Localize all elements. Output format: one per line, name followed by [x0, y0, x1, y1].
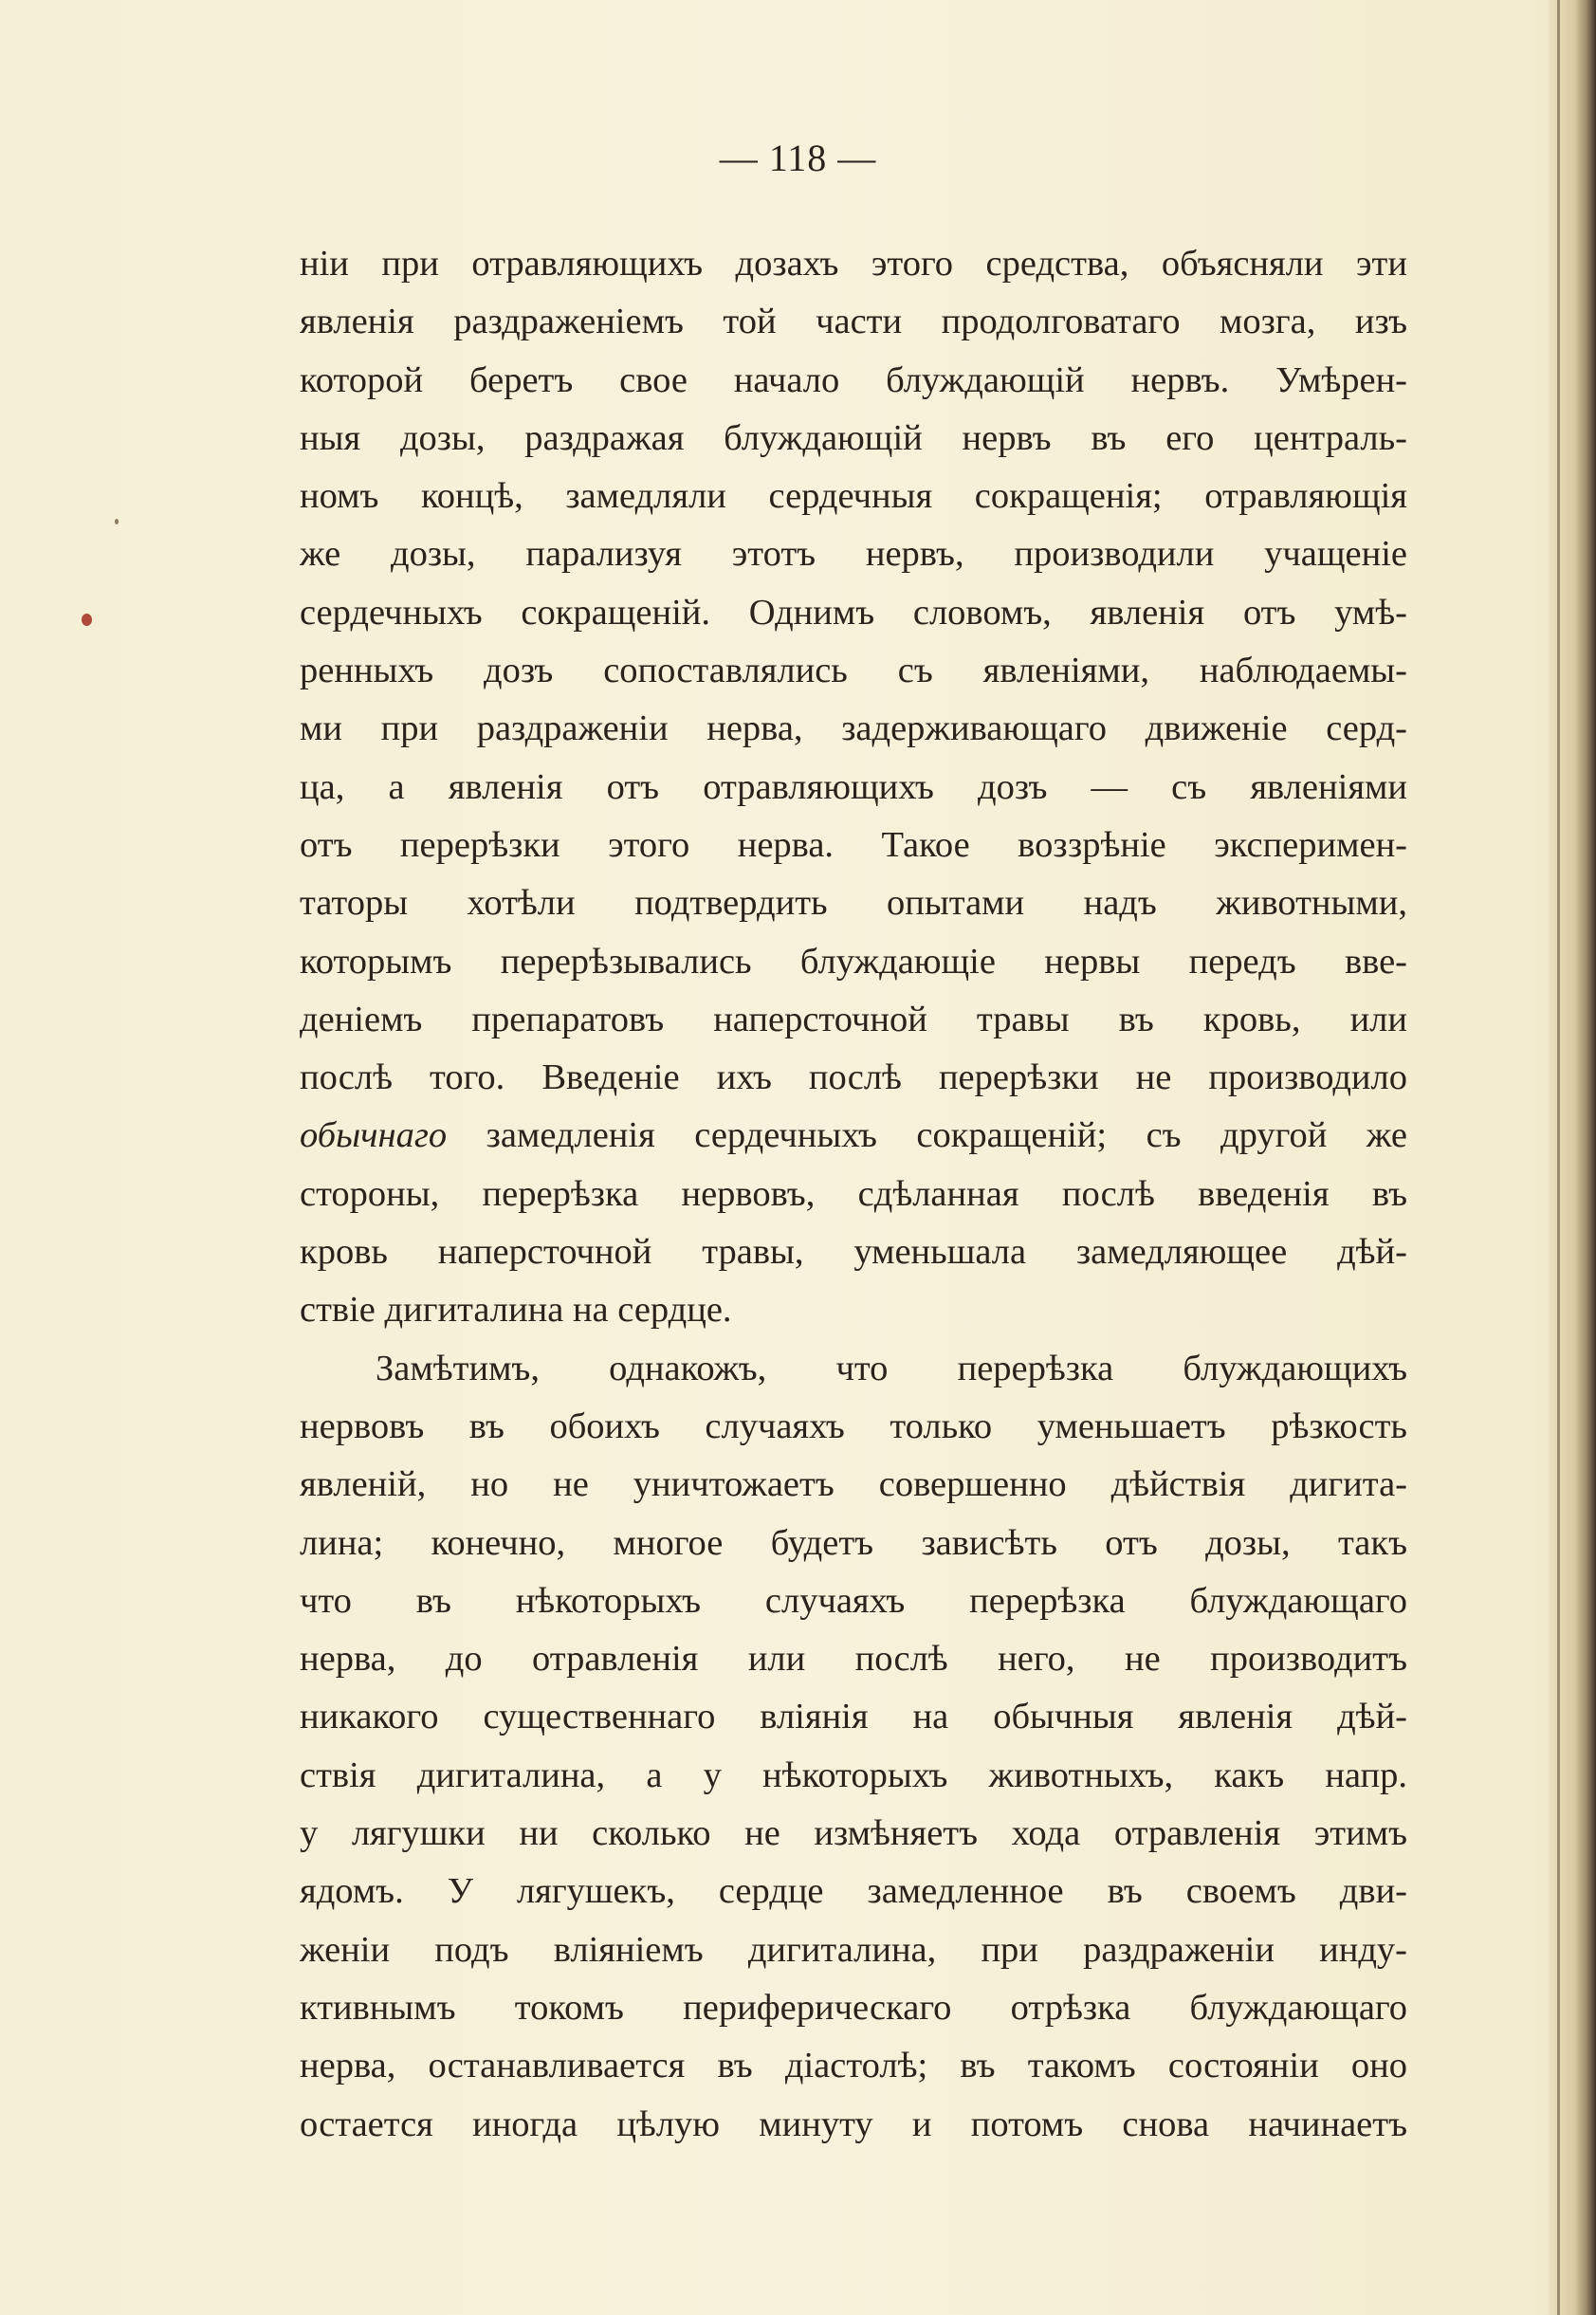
spine-edge-line	[1557, 0, 1560, 2315]
text-line: ренныхъ дозъ сопоставлялись съ явленiями, наблюдаемы-	[300, 651, 1407, 691]
text-line: ядомъ. У лягушекъ, сердце замедленное въ своемъ дви-	[300, 1871, 1407, 1912]
text-line: которымъ перерѣзывались блуждающiе нервы передъ вве-	[300, 941, 1407, 982]
text-line: же дозы, парализуя этотъ нервъ, производили учащенiе	[300, 534, 1407, 575]
book-spine-shadow	[1549, 0, 1596, 2315]
text-line: никакого существеннаго влiянiя на обычныя явленiя дѣй-	[300, 1697, 1407, 1737]
text-line: нiи при отравляющихъ дозахъ этого средства, объясняли эти	[300, 244, 1407, 284]
text-line: ца, а явленiя отъ отравляющихъ дозъ — съ явленiями	[300, 766, 1407, 807]
text-line: нерва, до отравленiя или послѣ него, не производитъ	[300, 1639, 1407, 1680]
ink-blemish-dot	[82, 614, 92, 626]
text-line: стороны, перерѣзка нервовъ, сдѣланная послѣ введенiя въ	[300, 1173, 1407, 1214]
page-number: — 118 —	[719, 137, 877, 179]
text-line: ми при раздраженiи нерва, задерживающаго движенiе серд-	[300, 708, 1407, 749]
paragraph-start-line: Замѣтимъ, однакожъ, что перерѣзка блуждающихъ	[376, 1348, 1407, 1388]
italic-emphasis: обычнаго	[300, 1115, 448, 1156]
text-line: сердечныхъ сокращенiй. Однимъ словомъ, явленiя отъ умѣ-	[300, 592, 1407, 633]
text-line: ствiя дигиталина, а у нѣкоторыхъ животныхъ, какъ напр.	[300, 1755, 1407, 1795]
text-line: у лягушки ни сколько не измѣняетъ хода отравленiя этимъ	[300, 1813, 1407, 1854]
text-line: остается иногда цѣлую минуту и потомъ снова начинаетъ	[300, 2104, 1407, 2144]
text-line: которой беретъ свое начало блуждающiй нервъ. Умѣрен-	[300, 359, 1407, 400]
text-line: нервовъ въ обоихъ случаяхъ только уменьшаетъ рѣзкость	[300, 1406, 1407, 1446]
text-line: таторы хотѣли подтвердить опытами надъ животными,	[300, 883, 1407, 924]
text-line: что въ нѣкоторыхъ случаяхъ перерѣзка блуждающаго	[300, 1580, 1407, 1621]
text-line: явленiя раздраженiемъ той части продолговатаго мозга, изъ	[300, 302, 1407, 342]
text-line-italic	[300, 1107, 1407, 1165]
body-text	[300, 235, 1407, 2154]
text-line: послѣ того. Введенiе ихъ послѣ перерѣзки не производило	[300, 1057, 1407, 1098]
text-line: явленiй, но не уничтожаетъ совершенно дѣйствiя дигита-	[300, 1464, 1407, 1505]
text-line: ктивнымъ токомъ периферическаго отрѣзка блуждающаго	[300, 1987, 1407, 2028]
text-line: нерва, останавливается въ дiастолѣ; въ такомъ состоянiи оно	[300, 2046, 1407, 2086]
text-line: кровь наперсточной травы, уменьшала замедляющее дѣй-	[300, 1232, 1407, 1273]
text-line: денiемъ препаратовъ наперсточной травы въ кровь, или	[300, 999, 1407, 1039]
text-line: отъ перерѣзки этого нерва. Такое воззрѣнiе эксперимен-	[300, 824, 1407, 865]
text-line: лина; конечно, многое будетъ зависѣть отъ дозы, такъ	[300, 1522, 1407, 1563]
line-rest: замедленiя сердечныхъ сокращенiй; съ другой же	[447, 1115, 1407, 1156]
text-line: женiи подъ влiянiемъ дигиталина, при раздраженiи инду-	[300, 1929, 1407, 1970]
paper-speck	[115, 519, 119, 524]
text-line: номъ концѣ, замедляли сердечныя сокращенiя; отравляющiя	[300, 476, 1407, 517]
text-line: ныя дозы, раздражая блуждающiй нервъ въ его централь-	[300, 417, 1407, 458]
paragraph-end-line: ствiе дигиталина на сердце.	[300, 1290, 732, 1331]
